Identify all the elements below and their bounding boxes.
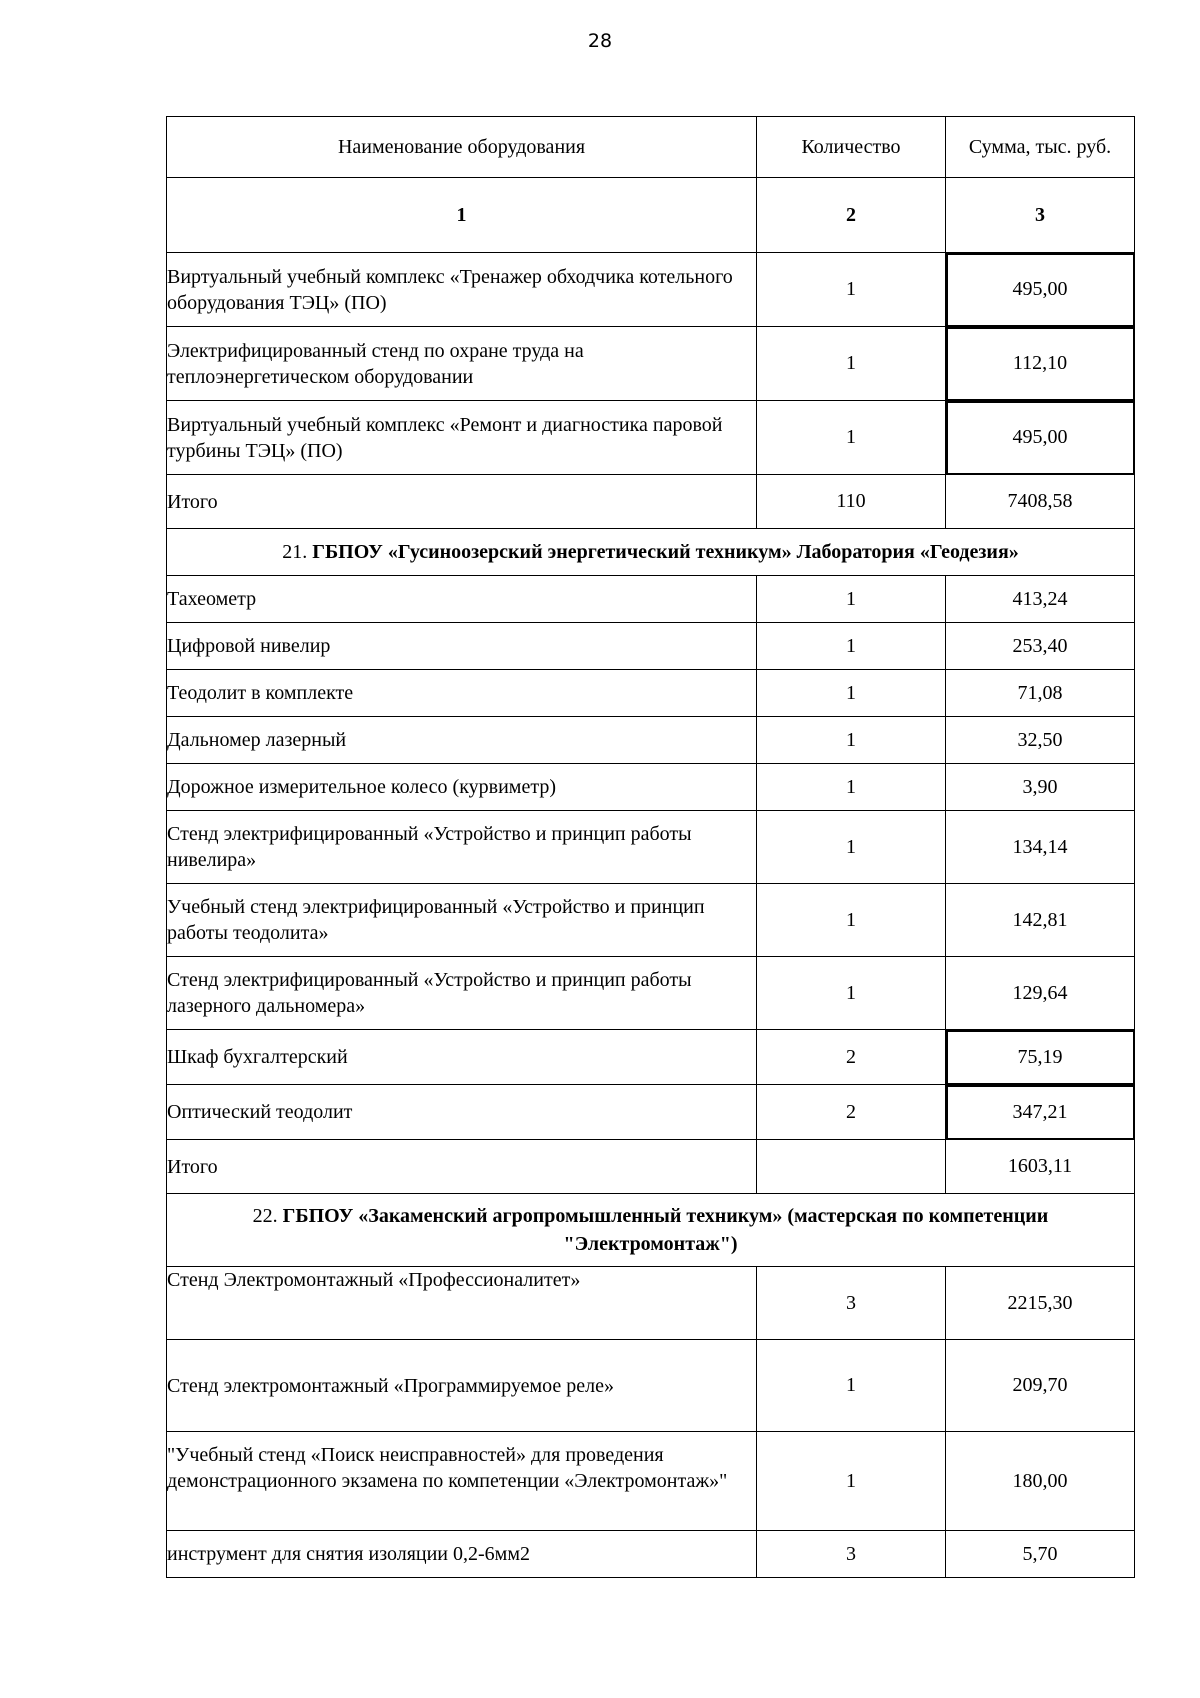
item-quantity: 2 (757, 1030, 946, 1085)
item-sum: 75,19 (946, 1030, 1135, 1085)
item-quantity: 1 (757, 327, 946, 401)
total-label: Итого (167, 1140, 757, 1194)
item-sum: 142,81 (946, 884, 1135, 957)
item-sum: 112,10 (946, 327, 1135, 401)
item-name: Теодолит в комплекте (167, 670, 757, 717)
item-name: инструмент для снятия изоляции 0,2-6мм2 (167, 1531, 757, 1578)
item-name: Стенд электрифицированный «Устройство и принцип работы лазерного дальномера» (167, 957, 757, 1030)
item-quantity: 1 (757, 811, 946, 884)
item-name: Дорожное измерительное колесо (курвиметр) (167, 764, 757, 811)
item-quantity: 3 (757, 1531, 946, 1578)
item-quantity: 1 (757, 957, 946, 1030)
table-row (167, 957, 1135, 1030)
table-row (167, 576, 1135, 623)
total-row (167, 475, 1135, 529)
item-quantity: 3 (757, 1267, 946, 1340)
item-name: Стенд электромонтажный «Программируемое реле» (167, 1340, 757, 1432)
table-row (167, 623, 1135, 670)
table-row (167, 1531, 1135, 1578)
header-name: Наименование оборудования (167, 117, 757, 178)
page-number: 28 (587, 30, 613, 52)
item-sum: 5,70 (946, 1531, 1135, 1578)
item-name: Стенд электрифицированный «Устройство и принцип работы нивелира» (167, 811, 757, 884)
table-row (167, 717, 1135, 764)
section-heading-row (167, 1194, 1135, 1267)
table-row (167, 670, 1135, 717)
item-quantity: 1 (757, 764, 946, 811)
total-quantity: 110 (757, 475, 946, 529)
item-sum: 71,08 (946, 670, 1135, 717)
table-row (167, 1340, 1135, 1432)
table-row (167, 1030, 1135, 1085)
table-header-row (167, 117, 1135, 178)
item-sum: 209,70 (946, 1340, 1135, 1432)
header-sum: Сумма, тыс. руб. (946, 117, 1135, 178)
item-quantity: 2 (757, 1085, 946, 1140)
item-name: Виртуальный учебный комплекс «Тренажер обходчика котельного оборудования ТЭЦ» (ПО) (167, 253, 757, 327)
item-sum: 347,21 (946, 1085, 1135, 1140)
section-number: 22. (252, 1205, 278, 1227)
item-name: Виртуальный учебный комплекс «Ремонт и диагностика паровой турбины ТЭЦ» (ПО) (167, 401, 757, 475)
item-quantity: 1 (757, 1432, 946, 1531)
total-row (167, 1140, 1135, 1194)
equipment-table (166, 116, 1135, 1578)
table-row (167, 253, 1135, 327)
item-sum: 495,00 (946, 253, 1135, 327)
item-name: Электрифицированный стенд по охране труда на теплоэнергетическом оборудовании (167, 327, 757, 401)
item-sum: 495,00 (946, 401, 1135, 475)
section-number: 21. (282, 541, 308, 563)
section-heading (167, 1194, 1135, 1267)
column-number-row (167, 178, 1135, 253)
table-row (167, 1267, 1135, 1340)
section-title: ГБПОУ «Гусиноозерский энергетический техникум» Лаборатория «Геодезия» (312, 541, 1019, 563)
table-row (167, 327, 1135, 401)
item-quantity: 1 (757, 623, 946, 670)
total-sum: 7408,58 (946, 475, 1135, 529)
item-name: Стенд Электромонтажный «Профессионалитет» (167, 1267, 757, 1340)
item-sum: 32,50 (946, 717, 1135, 764)
item-name: Учебный стенд электрифицированный «Устройство и принцип работы теодолита» (167, 884, 757, 957)
column-number: 1 (167, 178, 757, 253)
table-row (167, 1085, 1135, 1140)
item-quantity: 1 (757, 576, 946, 623)
item-quantity: 1 (757, 717, 946, 764)
table-row (167, 1432, 1135, 1531)
item-sum: 2215,30 (946, 1267, 1135, 1340)
item-sum: 134,14 (946, 811, 1135, 884)
header-quantity: Количество (757, 117, 946, 178)
table-row (167, 884, 1135, 957)
item-name: Оптический теодолит (167, 1085, 757, 1140)
item-quantity: 1 (757, 253, 946, 327)
item-quantity: 1 (757, 1340, 946, 1432)
item-name: "Учебный стенд «Поиск неисправностей» для проведения демонстрационного экзамена по компетенции «Электромонтаж»" (167, 1432, 757, 1531)
item-sum: 180,00 (946, 1432, 1135, 1531)
item-sum: 3,90 (946, 764, 1135, 811)
section-heading-row (167, 529, 1135, 576)
section-title: ГБПОУ «Закаменский агропромышленный техникум» (мастерская по компетенции "Электромонтаж") (282, 1205, 1049, 1255)
item-sum: 129,64 (946, 957, 1135, 1030)
section-heading (167, 529, 1135, 576)
item-sum: 413,24 (946, 576, 1135, 623)
total-sum: 1603,11 (946, 1140, 1135, 1194)
item-sum: 253,40 (946, 623, 1135, 670)
item-quantity: 1 (757, 670, 946, 717)
table-row (167, 764, 1135, 811)
total-quantity (757, 1140, 946, 1194)
total-label: Итого (167, 475, 757, 529)
column-number: 3 (946, 178, 1135, 253)
item-name: Дальномер лазерный (167, 717, 757, 764)
item-quantity: 1 (757, 401, 946, 475)
item-name: Шкаф бухгалтерский (167, 1030, 757, 1085)
table-row (167, 811, 1135, 884)
column-number: 2 (757, 178, 946, 253)
item-name: Тахеометр (167, 576, 757, 623)
item-quantity: 1 (757, 884, 946, 957)
table-row (167, 401, 1135, 475)
item-name: Цифровой нивелир (167, 623, 757, 670)
